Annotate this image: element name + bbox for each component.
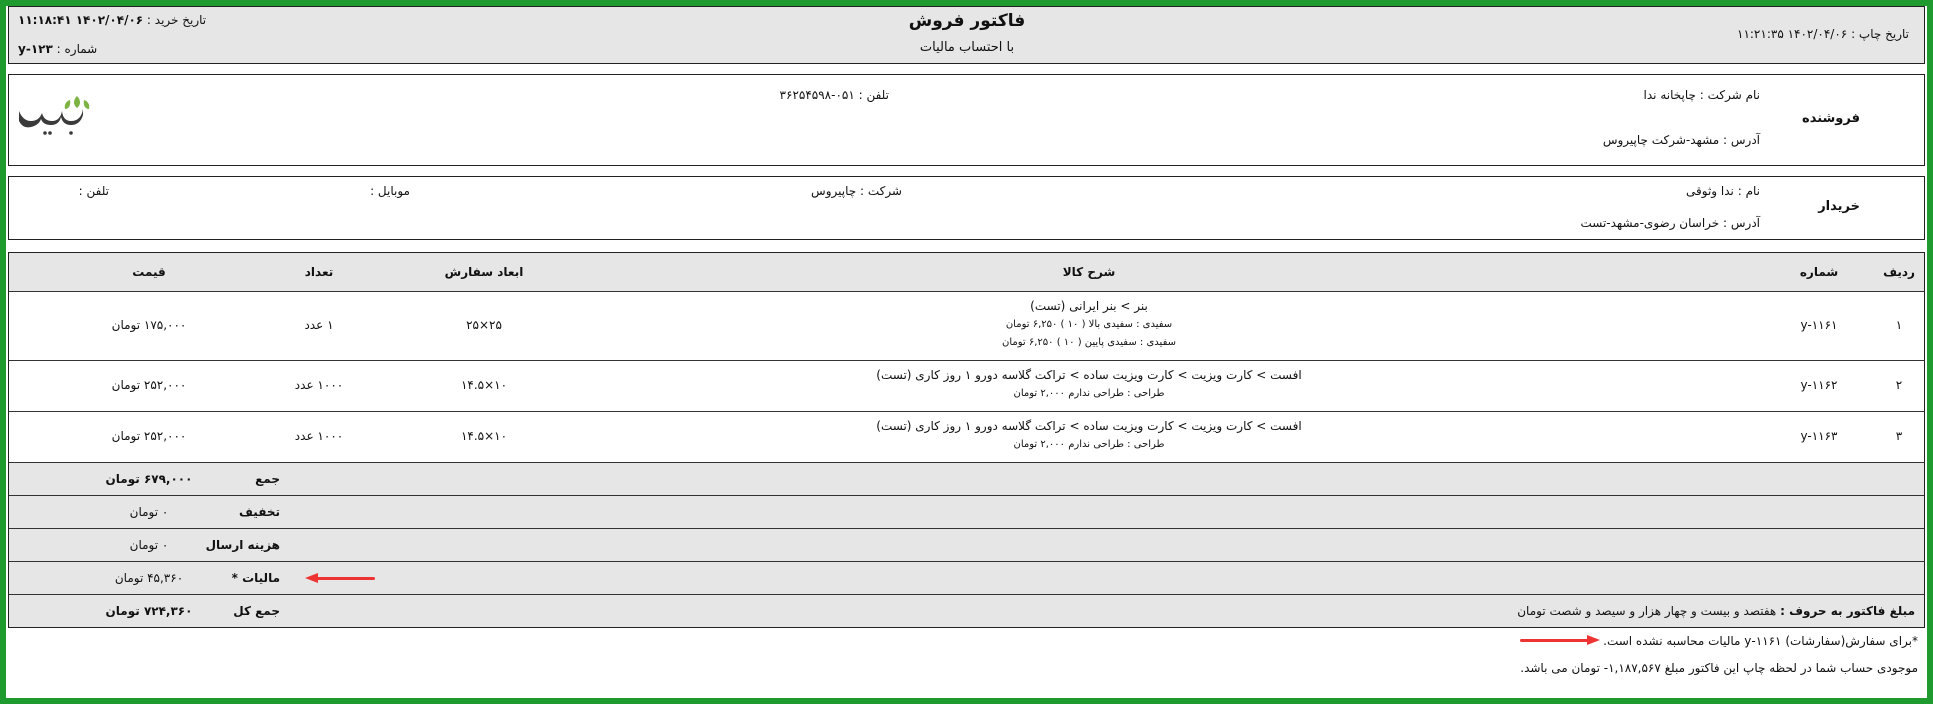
total-label: جمع کل — [233, 604, 280, 618]
item-description: افست > کارت ویزیت > کارت ویزیت ساده > تراکت گلاسه دورو ۱ روز کاری (تست) — [876, 419, 1302, 433]
order-number: y-۱۱۶۲ — [1800, 378, 1838, 392]
order-number: y-۱۱۶۱ — [1800, 318, 1838, 332]
item-quantity: ۱۰۰۰ عدد — [294, 429, 344, 443]
buyer-company: شرکت : چاپیروس — [811, 184, 902, 198]
item-description: افست > کارت ویزیت > کارت ویزیت ساده > تراکت گلاسه دورو ۱ روز کاری (تست) — [876, 368, 1302, 382]
col-number-header: شماره — [1799, 265, 1839, 279]
buyer-name: نام : ندا وثوقی — [1686, 184, 1760, 198]
sum-label: جمع — [255, 472, 280, 486]
seller-label: فروشنده — [1802, 111, 1860, 126]
buyer-label: خریدار — [1818, 199, 1860, 214]
invoice-subtitle: با احتساب مالیات — [919, 40, 1015, 55]
tax-row — [9, 562, 1924, 594]
item-option: طراحی : طراحی ندارم ۲,۰۰۰ تومان — [1013, 388, 1165, 399]
print-date-value: ۱۴۰۲/۰۴/۰۶ ۱۱:۲۱:۳۵ — [1737, 27, 1848, 41]
item-price: ۲۵۲,۰۰۰ تومان — [111, 378, 187, 392]
table-header — [9, 253, 1924, 291]
buyer-section — [8, 176, 1925, 240]
sum-value: ۶۷۹,۰۰۰ تومان — [105, 472, 193, 486]
shipping-label: هزینه ارسال — [205, 538, 280, 552]
shipping-value: ۰ تومان — [129, 538, 169, 552]
seller-section — [8, 74, 1925, 166]
invoice-header — [8, 6, 1925, 64]
seller-address: آدرس : مشهد-شرکت چاپیروس — [1602, 133, 1760, 147]
seller-phone: تلفن : ۰۵۱-۳۶۲۵۴۵۹۸ — [779, 88, 889, 102]
chapirus-logo — [15, 93, 93, 139]
sum-row — [9, 463, 1924, 495]
order-number: y-۱۱۶۳ — [1800, 429, 1838, 443]
item-option: سفیدی : سفیدی پایین ( ۱۰ ) ۶,۲۵۰ تومان — [1001, 337, 1177, 348]
items-table — [8, 252, 1925, 628]
item-dimensions: ۱۴.۵×۱۰ — [460, 378, 508, 392]
item-dimensions: ۱۴.۵×۱۰ — [460, 429, 508, 443]
total-value: ۷۲۴,۳۶۰ تومان — [105, 604, 193, 618]
account-balance-note: موجودی حساب شما در لحظه چاپ این فاکتور مبلغ ۱,۱۸۷,۵۶۷- تومان می باشد. — [1520, 661, 1918, 675]
col-quantity-header: تعداد — [304, 265, 334, 279]
invoice-number-label: شماره : — [56, 42, 98, 56]
tax-value: ۴۵,۳۶۰ تومان — [114, 571, 184, 585]
item-description: بنر > بنر ایرانی (تست) — [1030, 299, 1148, 313]
annotation-arrow-icon — [1520, 635, 1600, 646]
table-row — [9, 292, 1924, 360]
row-index: ۱ — [1895, 318, 1903, 332]
amount-in-words — [1517, 604, 1915, 618]
amount-in-words-label: مبلغ فاکتور به حروف : — [1780, 604, 1915, 618]
item-price: ۲۵۲,۰۰۰ تومان — [111, 429, 187, 443]
invoice-number-value: ۱۲۳-y — [18, 42, 53, 56]
invoice-title: فاکتور فروش — [908, 11, 1026, 31]
seller-company: نام شرکت : چاپخانه ندا — [1643, 88, 1760, 102]
invoice-number — [18, 42, 97, 56]
discount-label: تخفیف — [239, 505, 280, 519]
purchase-date — [18, 13, 206, 27]
amount-in-words-value: هفتصد و بیست و چهار هزار و سیصد و شصت تومان — [1517, 604, 1777, 618]
print-date — [1737, 27, 1909, 41]
discount-row — [9, 496, 1924, 528]
col-description-header: شرح کالا — [1062, 265, 1116, 279]
tax-note: *برای سفارش(سفارشات) ۱۱۶۱-y مالیات محاسبه نشده است. — [1603, 634, 1918, 648]
table-row — [9, 361, 1924, 411]
col-row-header: ردیف — [1883, 265, 1915, 279]
discount-value: ۰ تومان — [129, 505, 169, 519]
buyer-mobile: موبایل : — [370, 184, 410, 198]
buyer-address: آدرس : خراسان رضوی-مشهد-تست — [1580, 216, 1760, 230]
item-dimensions: ۲۵×۲۵ — [466, 318, 502, 332]
col-price-header: قیمت — [132, 265, 166, 279]
row-index: ۳ — [1895, 429, 1903, 443]
shipping-row — [9, 529, 1924, 561]
invoice-page — [6, 6, 1927, 698]
row-index: ۲ — [1895, 378, 1903, 392]
tax-label: مالیات * — [231, 571, 280, 585]
print-date-label: تاریخ چاپ : — [1851, 27, 1909, 41]
item-option: طراحی : طراحی ندارم ۲,۰۰۰ تومان — [1013, 439, 1165, 450]
table-row — [9, 412, 1924, 462]
buyer-phone: تلفن : — [78, 184, 109, 198]
purchase-date-value: ۱۴۰۲/۰۴/۰۶ ۱۱:۱۸:۴۱ — [18, 13, 144, 27]
total-row — [9, 595, 1924, 627]
item-quantity: ۱ عدد — [304, 318, 334, 332]
item-price: ۱۷۵,۰۰۰ تومان — [111, 318, 187, 332]
purchase-date-label: تاریخ خرید : — [146, 13, 207, 27]
col-dimensions-header: ابعاد سفارش — [444, 265, 524, 279]
annotation-arrow-icon — [305, 573, 375, 584]
item-quantity: ۱۰۰۰ عدد — [294, 378, 344, 392]
item-option: سفیدی : سفیدی بالا ( ۱۰ ) ۶,۲۵۰ تومان — [1005, 319, 1173, 330]
